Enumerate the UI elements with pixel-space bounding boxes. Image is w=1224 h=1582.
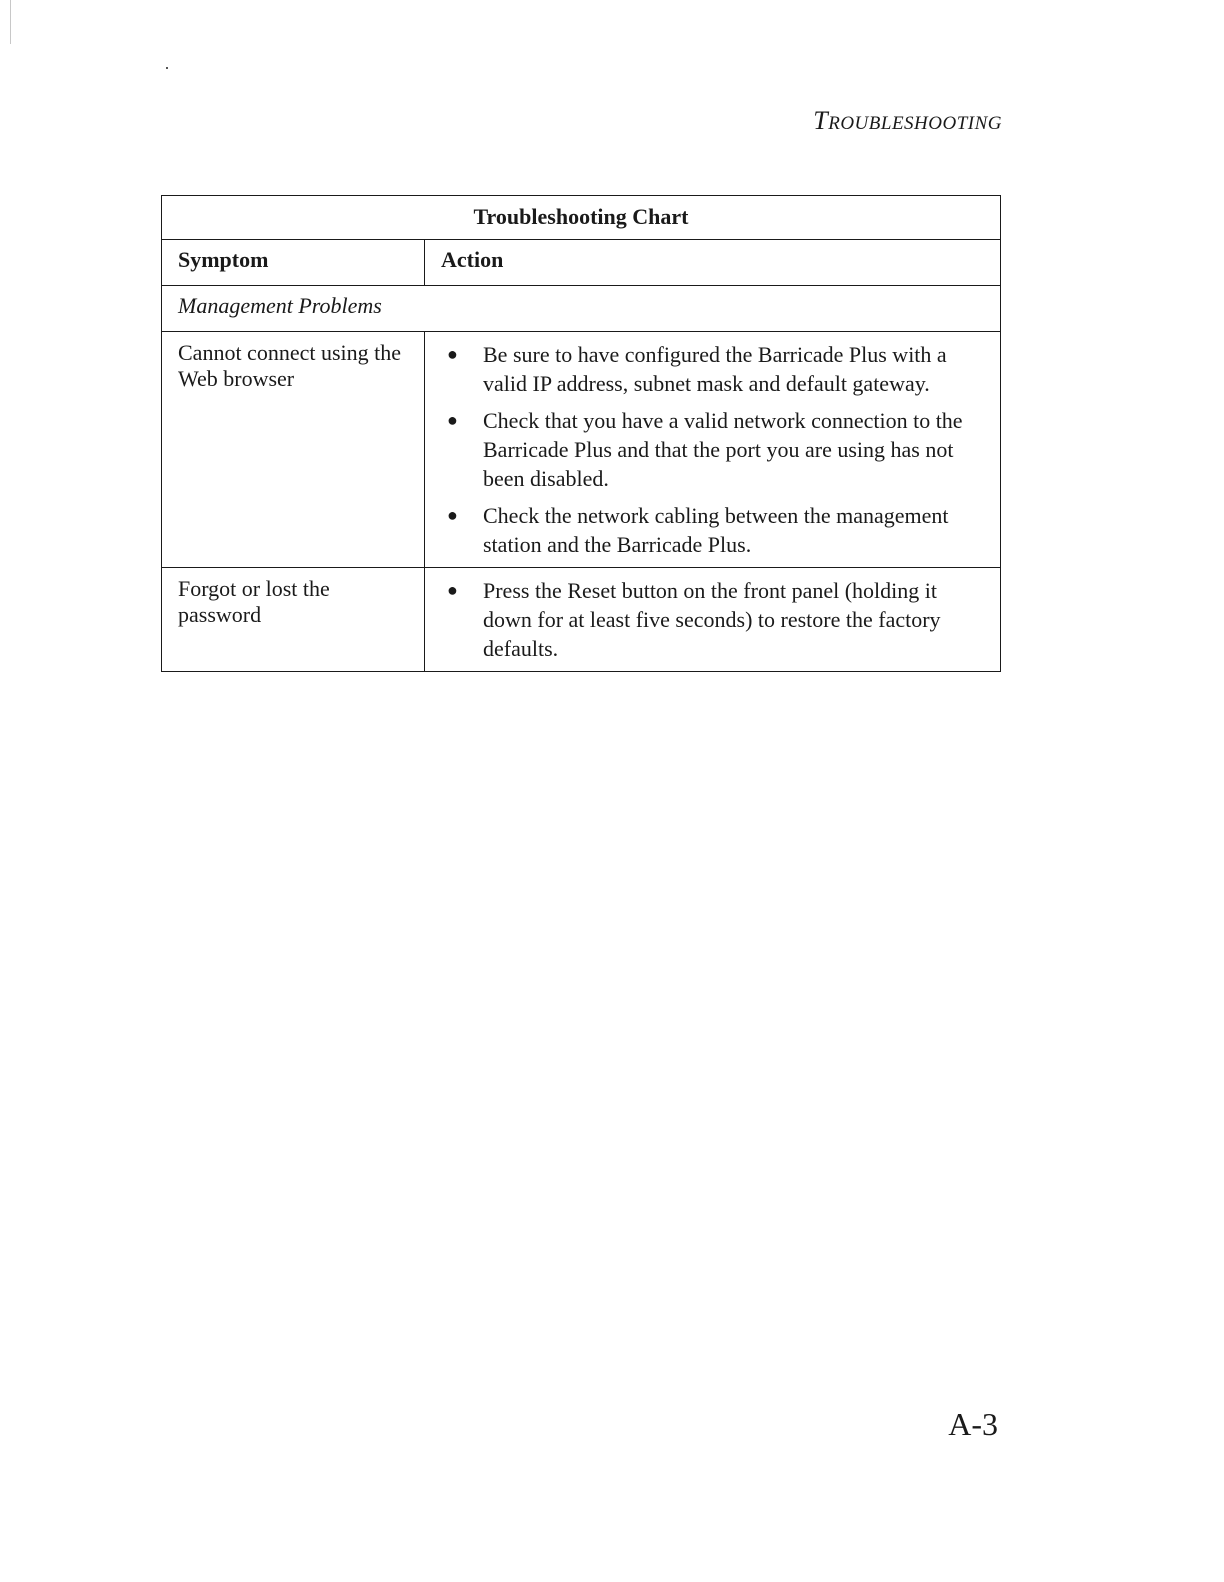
action-list [441, 576, 984, 663]
bullet-icon: ● [447, 410, 458, 430]
symptom-cell: Forgot or lost the password [162, 568, 425, 672]
action-text: Check the network cabling between the management station and the Barricade Plus. [483, 503, 949, 557]
action-cell [425, 332, 1001, 568]
bullet-icon: ● [447, 580, 458, 600]
bullet-icon: ● [447, 505, 458, 525]
action-text: Be sure to have configured the Barricade Plus with a valid IP address, subnet mask and default gateway. [483, 342, 947, 396]
chart-title-row [162, 196, 1001, 240]
table-row [162, 332, 1001, 568]
action-cell [425, 568, 1001, 672]
symptom-cell: Cannot connect using the Web browser [162, 332, 425, 568]
table-row [162, 568, 1001, 672]
running-header-initial: T [813, 106, 829, 135]
scan-edge-mark [10, 0, 11, 44]
scan-speck [166, 67, 168, 69]
chart-title: Troubleshooting Chart [162, 196, 1001, 240]
running-header-rest: ROUBLESHOOTING [828, 113, 1002, 134]
action-item [441, 576, 984, 663]
action-item [441, 406, 984, 493]
symptom-column-header: Symptom [162, 240, 425, 286]
chart-header-row [162, 240, 1001, 286]
action-column-header: Action [425, 240, 1001, 286]
action-list [441, 340, 984, 559]
action-item [441, 501, 984, 559]
section-row [162, 286, 1001, 332]
troubleshooting-chart [161, 195, 1001, 672]
page-number: A-3 [948, 1406, 998, 1442]
action-text: Check that you have a valid network connection to the Barricade Plus and that the port you are using has not been disabled. [483, 408, 963, 491]
bullet-icon: ● [447, 344, 458, 364]
action-item [441, 340, 984, 398]
action-text: Press the Reset button on the front panel (holding it down for at least five seconds) to restore the factory defaults. [483, 578, 941, 661]
section-heading: Management Problems [162, 286, 1001, 332]
running-header [813, 106, 1002, 136]
